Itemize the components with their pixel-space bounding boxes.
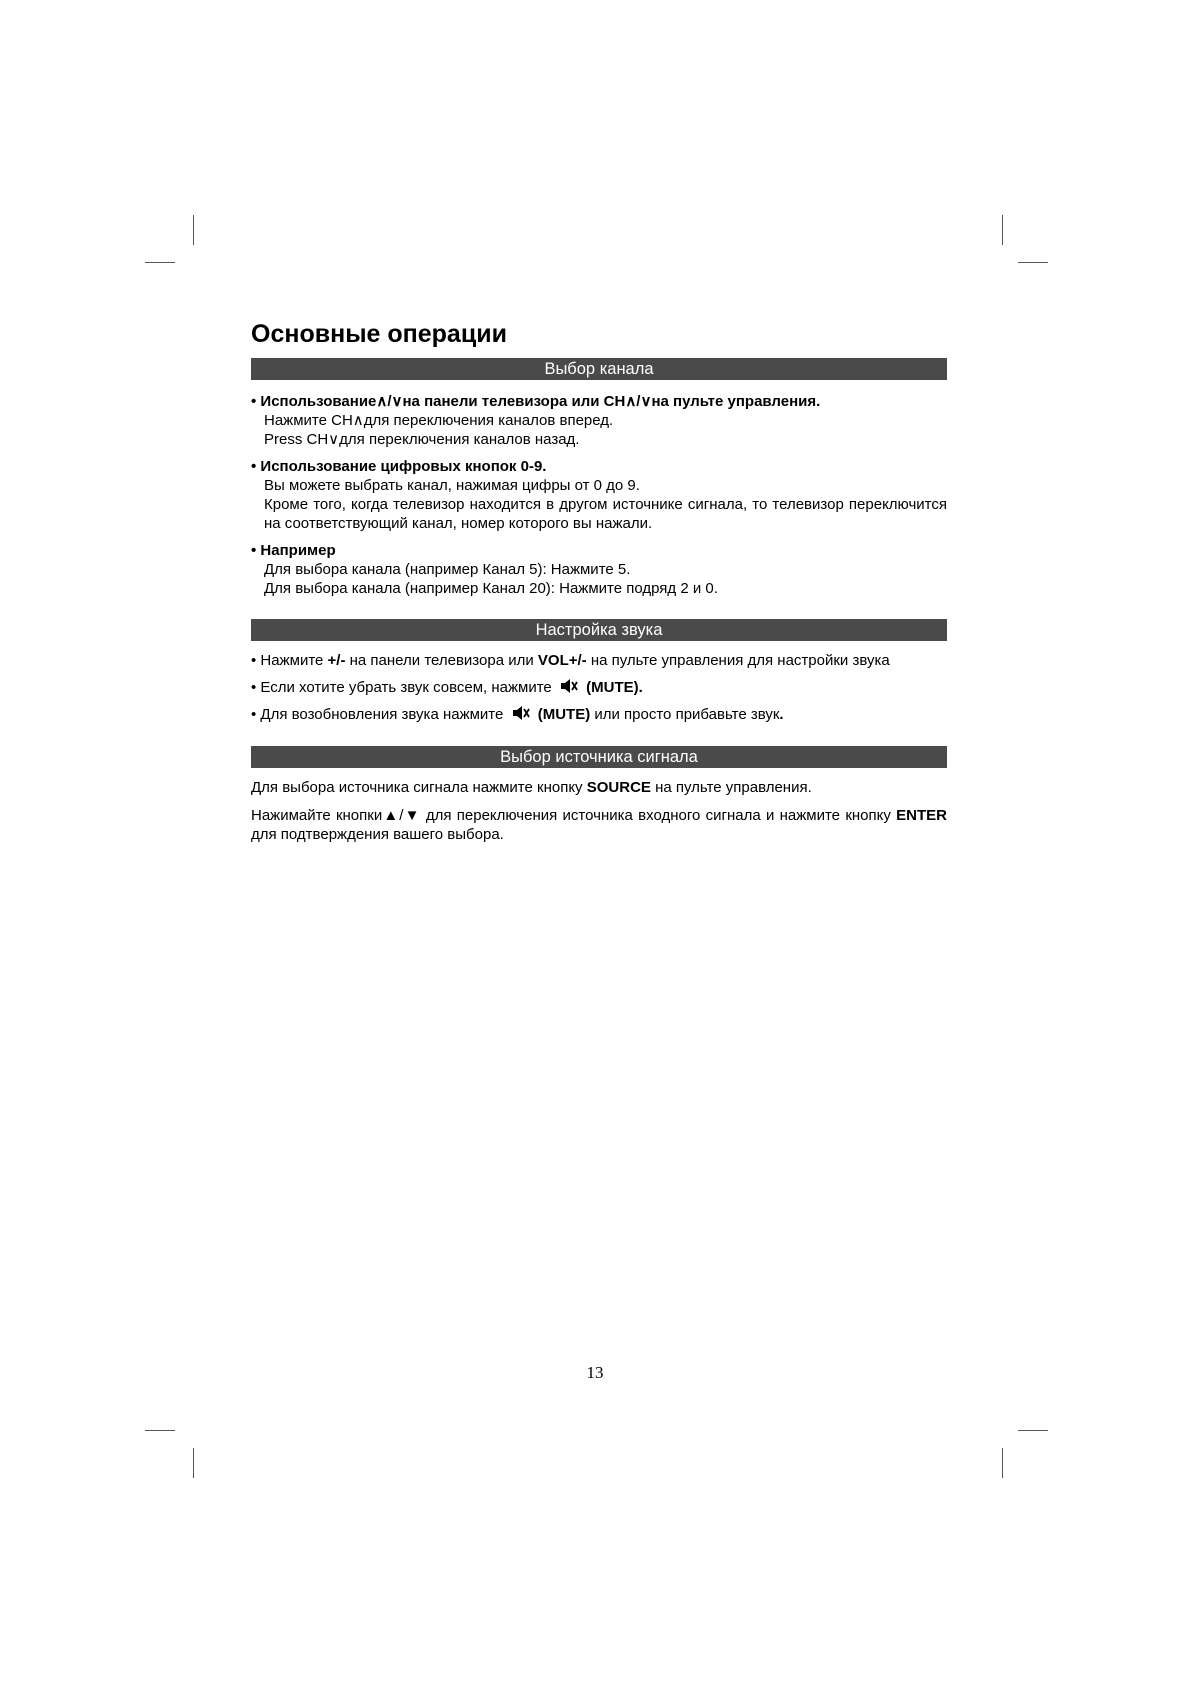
section-header-source: Выбор источника сигнала	[251, 746, 947, 768]
source-paragraph: Нажимайте кнопки▲/▼ для переключения источника входного сигнала и нажмите кнопку ENTER для подтверждения вашего выбора.	[251, 807, 947, 843]
section-sound	[251, 651, 947, 724]
sound-row-unmute: • Для возобновления звука нажмите (MUTE) или просто прибавьте звук.	[251, 706, 784, 723]
crop-mark	[145, 1430, 175, 1431]
sound-row-volume: • Нажмите +/- на панели телевизора или VOL+/- на пульте управления для настройки звука	[251, 652, 890, 669]
bullet-line: Нажмите CH∧для переключения каналов вперед.	[264, 412, 614, 429]
bullet-heading: • Использование∧/∨на панели телевизора или CH∧/∨на пульте управления.	[251, 393, 821, 410]
page-title: Основные операции	[251, 320, 507, 348]
bullet-line: Для выбора канала (например Канал 20): Нажмите подряд 2 и 0.	[264, 580, 718, 597]
source-paragraph: Для выбора источника сигнала нажмите кнопку SOURCE на пульте управления.	[251, 779, 812, 796]
crop-mark	[193, 215, 194, 245]
bullet-line: Для выбора канала (например Канал 5): Нажмите 5.	[264, 561, 631, 578]
mute-speaker-icon	[560, 679, 578, 693]
section-source	[251, 778, 947, 844]
section-header-channel: Выбор канала	[251, 358, 947, 380]
bullet-heading: • Использование цифровых кнопок 0-9.	[251, 458, 547, 475]
bullet-line: Press CH∨для переключения каналов назад.	[264, 431, 580, 448]
crop-mark	[1002, 215, 1003, 245]
bullet-digits	[251, 457, 947, 533]
bullet-arrows	[251, 392, 947, 449]
mute-speaker-icon	[512, 706, 530, 720]
sound-row-mute: • Если хотите убрать звук совсем, нажмите (MUTE).	[251, 679, 643, 696]
section-channel	[251, 392, 947, 598]
section-header-sound: Настройка звука	[251, 619, 947, 641]
page-content	[251, 318, 947, 844]
bullet-line: Вы можете выбрать канал, нажимая цифры от 0 до 9.	[264, 477, 640, 494]
crop-mark	[145, 262, 175, 263]
bullet-example	[251, 541, 947, 598]
crop-mark	[1002, 1448, 1003, 1478]
bullet-heading: • Например	[251, 542, 336, 559]
crop-mark	[1018, 262, 1048, 263]
page-number: 13	[586, 1363, 604, 1382]
crop-mark	[193, 1448, 194, 1478]
crop-mark	[1018, 1430, 1048, 1431]
bullet-line: Кроме того, когда телевизор находится в другом источнике сигнала, то телевизор переключится на соответствующий канал, номер которого вы нажали.	[264, 496, 947, 532]
